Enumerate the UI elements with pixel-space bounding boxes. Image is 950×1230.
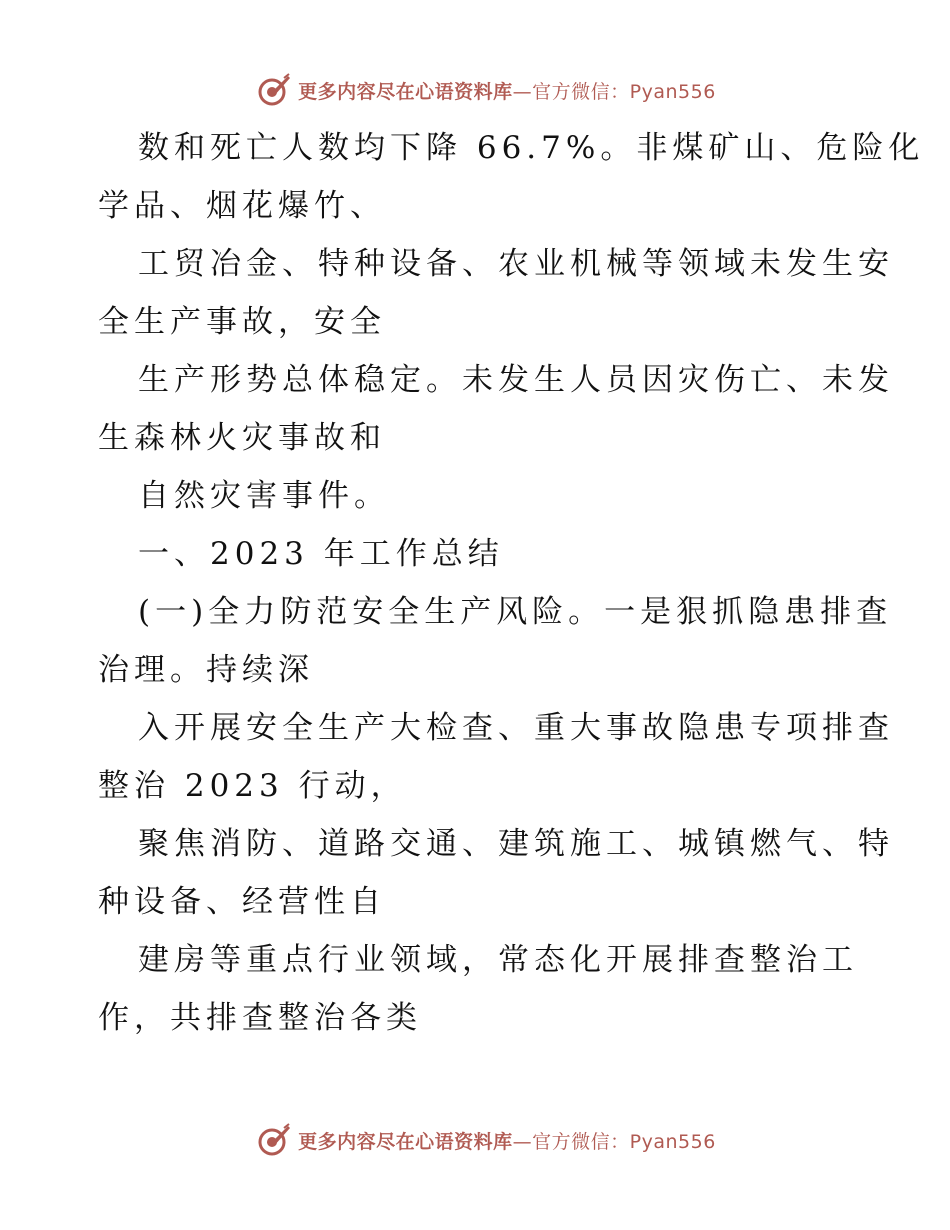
body-line: 聚焦消防、道路交通、建筑施工、城镇燃气、特 (138, 826, 894, 862)
footer-watermark (0, 1120, 950, 1160)
watermark-brand: 更多内容尽在心语资料库 (298, 80, 513, 103)
watermark-separator: — (512, 80, 533, 103)
body-line: 自然灾害事件。 (138, 478, 390, 514)
header-watermark (0, 70, 950, 110)
body-line: 全生产事故，安全 (98, 304, 386, 340)
section-heading: 一、2023 年工作总结 (138, 536, 504, 572)
body-line: 整治 2023 行动， (98, 768, 407, 804)
quill-logo-icon (256, 1122, 292, 1158)
watermark-contact: 官方微信：Pyan556 (532, 1130, 716, 1153)
body-line: 工贸冶金、特种设备、农业机械等领域未发生安 (138, 246, 894, 282)
body-line: 建房等重点行业领域，常态化开展排查整治工 (138, 942, 858, 978)
body-line: 生森林火灾事故和 (98, 420, 386, 456)
body-line: 种设备、经营性自 (98, 884, 386, 920)
body-line: 数和死亡人数均下降 66.7%。非煤矿山、危险化 (138, 130, 925, 166)
watermark-group (256, 1122, 716, 1158)
watermark-group (256, 72, 716, 108)
body-line: 治理。持续深 (98, 652, 314, 688)
body-line: 作，共排查整治各类 (98, 1000, 422, 1036)
quill-logo-icon (256, 72, 292, 108)
watermark-brand: 更多内容尽在心语资料库 (298, 1130, 513, 1153)
body-line: 学品、烟花爆竹、 (98, 188, 386, 224)
body-line: (一)全力防范安全生产风险。一是狠抓隐患排查 (138, 594, 893, 630)
body-line: 入开展安全生产大检查、重大事故隐患专项排查 (138, 710, 894, 746)
body-line: 生产形势总体稳定。未发生人员因灾伤亡、未发 (138, 362, 894, 398)
watermark-separator: — (512, 1130, 533, 1153)
watermark-contact: 官方微信：Pyan556 (532, 80, 716, 103)
